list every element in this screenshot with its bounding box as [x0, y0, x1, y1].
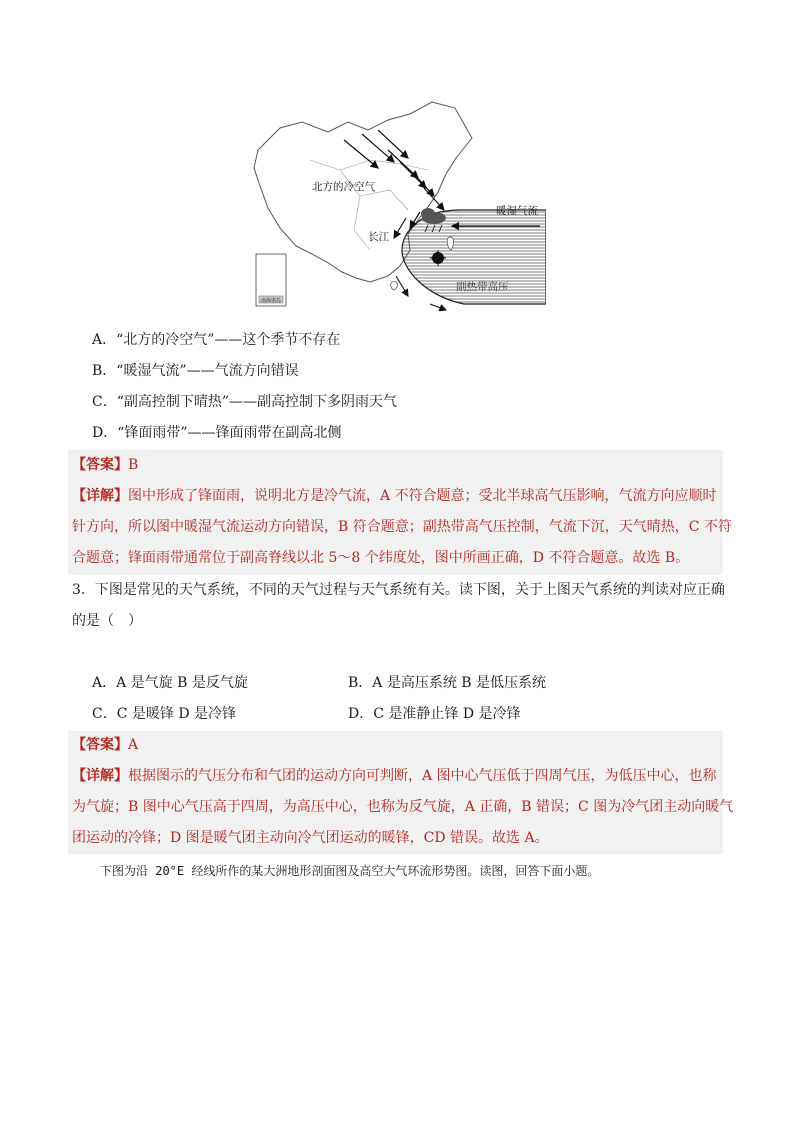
label-warm-air: 暖湿气流: [496, 205, 538, 217]
answer-value: B: [128, 457, 139, 473]
answer-value: A: [128, 737, 139, 753]
q2-detail-line-2: 针方向，所以图中暖湿气流运动方向错误，B 符合题意；副热带高气压控制，气流下沉，天气晴热，C 不符: [72, 519, 732, 535]
q2-option-d: D．“锋面雨带”——锋面雨带在副高北侧: [92, 425, 342, 441]
label-subtropical-high: 副热带高压: [456, 281, 509, 293]
label-cold-air: 北方的冷空气: [312, 181, 375, 193]
q2-option-b: B．“暖湿气流”——气流方向错误: [92, 363, 299, 379]
q3-option-c: C．C 是暖锋 D 是冷锋: [92, 706, 236, 722]
q3-option-a: A．A 是气旋 B 是反气旋: [92, 675, 248, 691]
q2-detail-line-1: 【详解】图中形成了锋面雨，说明北方是冷气流，A 不符合题意；受北半球高气压影响，气流方向应顺时: [72, 488, 717, 504]
next-question-intro: 下图为沿 20°E 经线所作的某大洲地形剖面图及高空大气环流形势图。读图，回答下面小题。: [100, 864, 600, 878]
q3-option-b: B．A 是高压系统 B 是低压系统: [348, 675, 547, 691]
answer-tag: 【答案】: [72, 737, 128, 753]
weather-map-figure: [250, 100, 546, 312]
q3-detail-line-1: 【详解】根据图示的气压分布和气团的运动方向可判断，A 图中心气压低于四周气压，为低压中心，也称: [72, 768, 717, 784]
q2-detail-line-3: 合题意；锋面雨带通常位于副高脊线以北 5～8 个纬度处，图中所画正确，D 不符合题意。故选 B。: [72, 550, 690, 566]
q2-answer: [72, 455, 138, 475]
detail-tag: 【详解】: [72, 488, 128, 504]
detail-tag: 【详解】: [72, 768, 128, 784]
q2-option-a: A．“北方的冷空气”——这个季节不存在: [92, 332, 341, 348]
label-inset: 南海诸岛: [261, 298, 282, 304]
q3-answer: [72, 735, 138, 755]
label-yangtze: 长江: [368, 231, 389, 243]
q3-option-d: D．C 是准静止锋 D 是冷锋: [348, 706, 521, 722]
q2-option-c: C．“副高控制下晴热”——副高控制下多阴雨天气: [92, 394, 398, 410]
answer-tag: 【答案】: [72, 457, 128, 473]
q3-detail-line-2: 为气旋；B 图中心气压高于四周，为高压中心，也称为反气旋，A 正确，B 错误；C 图为冷气团主动向暖气: [72, 799, 734, 815]
q3-detail-line-3: 团运动的冷锋；D 图是暖气团主动向冷气团运动的暖锋，CD 错误。故选 A。: [72, 830, 549, 846]
q3-stem-line-2: 的是（ ）: [72, 613, 142, 629]
q3-stem-line-1: 3．下图是常见的天气系统，不同的天气过程与天气系统有关。读下图，关于上图天气系统的判读对应正确: [72, 582, 725, 598]
